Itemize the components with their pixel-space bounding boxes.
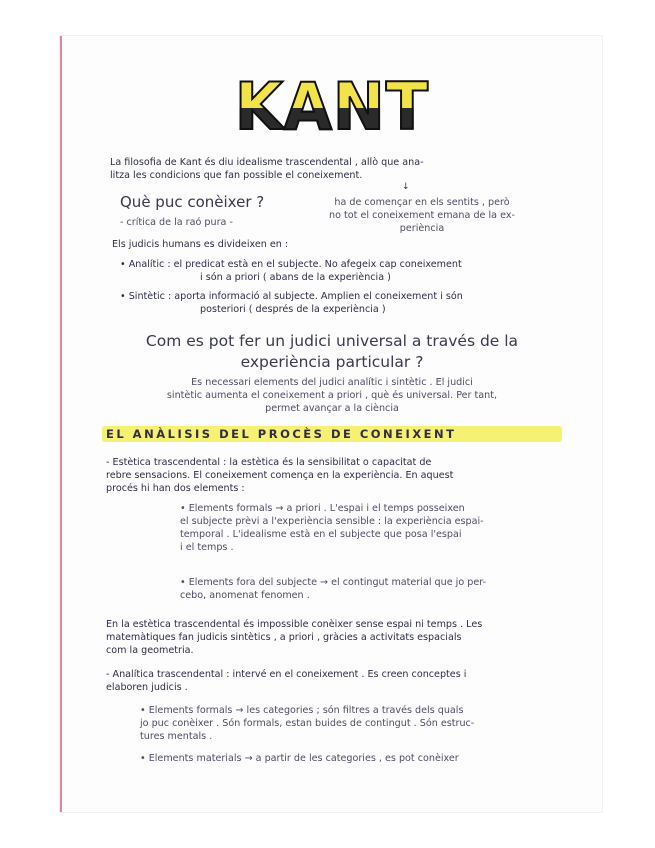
- formals-line: • Elements formals → a priori . L'espai i el temps posseixen: [180, 503, 465, 514]
- sintetic-line: posteriori ( després de la experiència ): [200, 304, 386, 315]
- intro-line: litza les condicions que fan possible el coneixement.: [110, 170, 363, 181]
- answer-line: Es necessari elements del judici analític i sintètic . El judici: [191, 377, 473, 388]
- side-note-line: periència: [399, 223, 445, 234]
- title-block: [62, 70, 602, 143]
- sintetic-item: [120, 290, 590, 316]
- geometry-paragraph: [106, 618, 586, 657]
- analitica-line: - Analítica trascendental : intervé en el coneixement . Es creen conceptes i: [106, 669, 467, 680]
- geometria-line: En la estètica trascendental és impossible conèixer sense espai ni temps . Les: [106, 619, 483, 630]
- question-what-can-i-know: Què puc conèixer ?: [120, 193, 265, 211]
- formals2-line: • Elements formals → les categories ; són filtres a través dels quals: [140, 705, 464, 716]
- categories-item: [140, 704, 580, 743]
- estetica-line: procés hi han dos elements :: [106, 483, 245, 494]
- question-universal-judgment: [82, 331, 582, 373]
- question2-line: Com es pot fer un judici universal a través de la: [145, 332, 519, 350]
- estetica-line: rebre sensacions. El coneixement comença en la experiència. En aquest: [106, 470, 454, 481]
- critique-label: - crítica de la raó pura -: [120, 217, 233, 228]
- formals2-line: jo puc conèixer . Són formals, estan buides de contingut . Són estruc-: [140, 718, 475, 729]
- answer-paragraph: [82, 376, 582, 415]
- materials-line: • Elements materials → a partir de les categories , es pot conèixer: [140, 753, 459, 764]
- analitica-line: elaboren judicis .: [106, 682, 188, 693]
- analitica-paragraph: [106, 668, 586, 694]
- side-note-line: no tot el coneixement emana de la ex-: [329, 210, 515, 221]
- formal-elements-item: [180, 502, 580, 554]
- fora-line: • Elements fora del subjecte → el contingut material que jo per-: [180, 577, 487, 588]
- answer-line: permet avançar a la ciència: [265, 403, 399, 414]
- formals-line: el subjecte prèvi a l'experiència sensible : la experiència espai-: [180, 516, 484, 527]
- intro-paragraph: [110, 156, 570, 182]
- analitic-line: • Analític : el predicat està en el subjecte. No afegeix cap coneixement: [120, 259, 462, 270]
- sintetic-line: • Sintètic : aporta informació al subjecte. Amplien el coneixement i són: [120, 291, 463, 302]
- material-elements-item: [140, 752, 580, 765]
- formals-line: temporal . L'idealisme està en el subjecte que posa l'espai: [180, 529, 462, 540]
- formals2-line: tures mentals .: [140, 731, 213, 742]
- intro-line: La filosofia de Kant és diu idealisme trascendental , allò que ana-: [110, 157, 424, 168]
- section-heading: EL ANÀLISIS DEL PROCÈS DE CONEIXENT: [106, 427, 457, 441]
- answer-line: sintètic aumenta el coneixement a priori , què és universal. Per tant,: [166, 390, 498, 401]
- formals-line: i el temps .: [180, 542, 234, 553]
- question2-line: experiència particular ?: [240, 353, 424, 371]
- estetica-line: - Estètica trascendental : la estètica és la sensibilitat o capacitat de: [106, 457, 432, 468]
- page-title: KANT: [234, 68, 430, 145]
- external-elements-item: [180, 576, 580, 602]
- fora-line: cebo, anomenat fenomen .: [180, 590, 310, 601]
- analitic-line: i són a priori ( abans de la experiència ): [200, 272, 391, 283]
- geometria-line: com la geometria.: [106, 645, 194, 656]
- side-note: [302, 196, 542, 235]
- judgments-intro: Els judicis humans es divideixen en :: [112, 239, 289, 250]
- geometria-line: matemàtiques fan judicis sintètics , a priori , gràcies a activitats espacials: [106, 632, 462, 643]
- estetica-paragraph: [106, 456, 586, 495]
- down-arrow-icon: ↓: [402, 182, 410, 192]
- analitic-item: [120, 258, 590, 284]
- side-note-line: ha de començar en els sentits , però: [334, 197, 510, 208]
- notebook-page: [60, 36, 602, 812]
